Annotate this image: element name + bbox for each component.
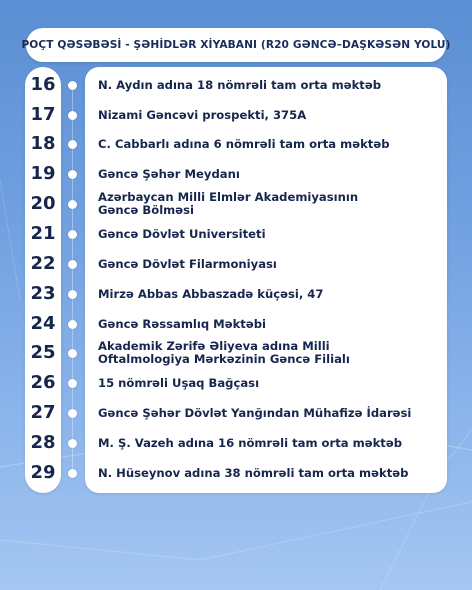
stop-name: N. Aydın adına 18 nömrəli tam orta məktəb	[98, 77, 381, 92]
stop-row	[0, 219, 472, 249]
stop-dot-icon	[68, 379, 77, 388]
stop-row	[0, 159, 472, 189]
stop-row	[0, 398, 472, 428]
stop-number: 20	[30, 193, 56, 214]
stop-row	[0, 368, 472, 398]
stop-row	[0, 70, 472, 100]
stop-number: 28	[30, 432, 56, 453]
stop-dot-icon	[68, 200, 77, 209]
stop-name: Mirzə Abbas Abbaszadə küçəsi, 47	[98, 286, 324, 301]
stop-dot-icon	[68, 469, 77, 478]
stop-dot-icon	[68, 170, 77, 179]
stop-number: 27	[30, 402, 56, 423]
stop-dot-icon	[68, 140, 77, 149]
stop-row	[0, 189, 472, 219]
route-header	[21, 28, 451, 62]
stop-number: 26	[30, 372, 56, 393]
stop-name: Gəncə Rəssamlıq Məktəbi	[98, 316, 266, 331]
stop-number: 24	[30, 313, 56, 334]
stop-row	[0, 279, 472, 309]
stop-name: N. Hüseynov adına 38 nömrəli tam orta məktəb	[98, 465, 409, 480]
stop-dot-icon	[68, 111, 77, 120]
stop-dot-icon	[68, 290, 77, 299]
stop-dot-icon	[68, 81, 77, 90]
stop-row	[0, 100, 472, 130]
route-title: POÇT QƏSƏBƏSİ - ŞƏHİDLƏR XİYABANI (R20 GƏNCƏ–DAŞKƏSƏN YOLU)	[21, 39, 451, 51]
stop-name: Gəncə Dövlət Filarmoniyası	[98, 256, 277, 271]
stop-row	[0, 338, 472, 368]
stop-dot-icon	[68, 439, 77, 448]
stop-name: Azərbaycan Milli Elmlər Akademiyasının Gəncə Bölməsi	[98, 190, 359, 217]
stop-name: M. Ş. Vazeh adına 16 nömrəli tam orta məktəb	[98, 435, 403, 450]
stop-dot-icon	[68, 230, 77, 239]
stop-number: 18	[30, 133, 56, 154]
stop-dot-icon	[68, 409, 77, 418]
stop-number: 19	[30, 163, 56, 184]
stop-number: 22	[30, 253, 56, 274]
stop-row	[0, 458, 472, 488]
stop-row	[0, 428, 472, 458]
stop-row	[0, 309, 472, 339]
stop-number: 29	[30, 462, 56, 483]
stop-name: Gəncə Şəhər Meydanı	[98, 166, 240, 181]
stop-name: Nizami Gəncəvi prospekti, 375A	[98, 107, 307, 122]
stop-number: 16	[30, 74, 56, 95]
stop-name: C. Cabbarlı adına 6 nömrəli tam orta məktəb	[98, 136, 390, 151]
stop-dot-icon	[68, 260, 77, 269]
stop-number: 25	[30, 342, 56, 363]
stop-row	[0, 249, 472, 279]
stop-number: 17	[30, 104, 56, 125]
stop-dot-icon	[68, 320, 77, 329]
stop-number: 21	[30, 223, 56, 244]
stop-name: Gəncə Dövlət Universiteti	[98, 226, 266, 241]
stop-number: 23	[30, 283, 56, 304]
stop-row	[0, 129, 472, 159]
stop-name: 15 nömrəli Uşaq Bağçası	[98, 375, 260, 390]
stop-dot-icon	[68, 349, 77, 358]
stop-name: Akademik Zərifə Əliyeva adına Milli Oftalmologiya Mərkəzinin Gəncə Filialı	[98, 339, 350, 366]
stop-name: Gəncə Şəhər Dövlət Yanğından Mühafizə İdarəsi	[98, 405, 412, 420]
